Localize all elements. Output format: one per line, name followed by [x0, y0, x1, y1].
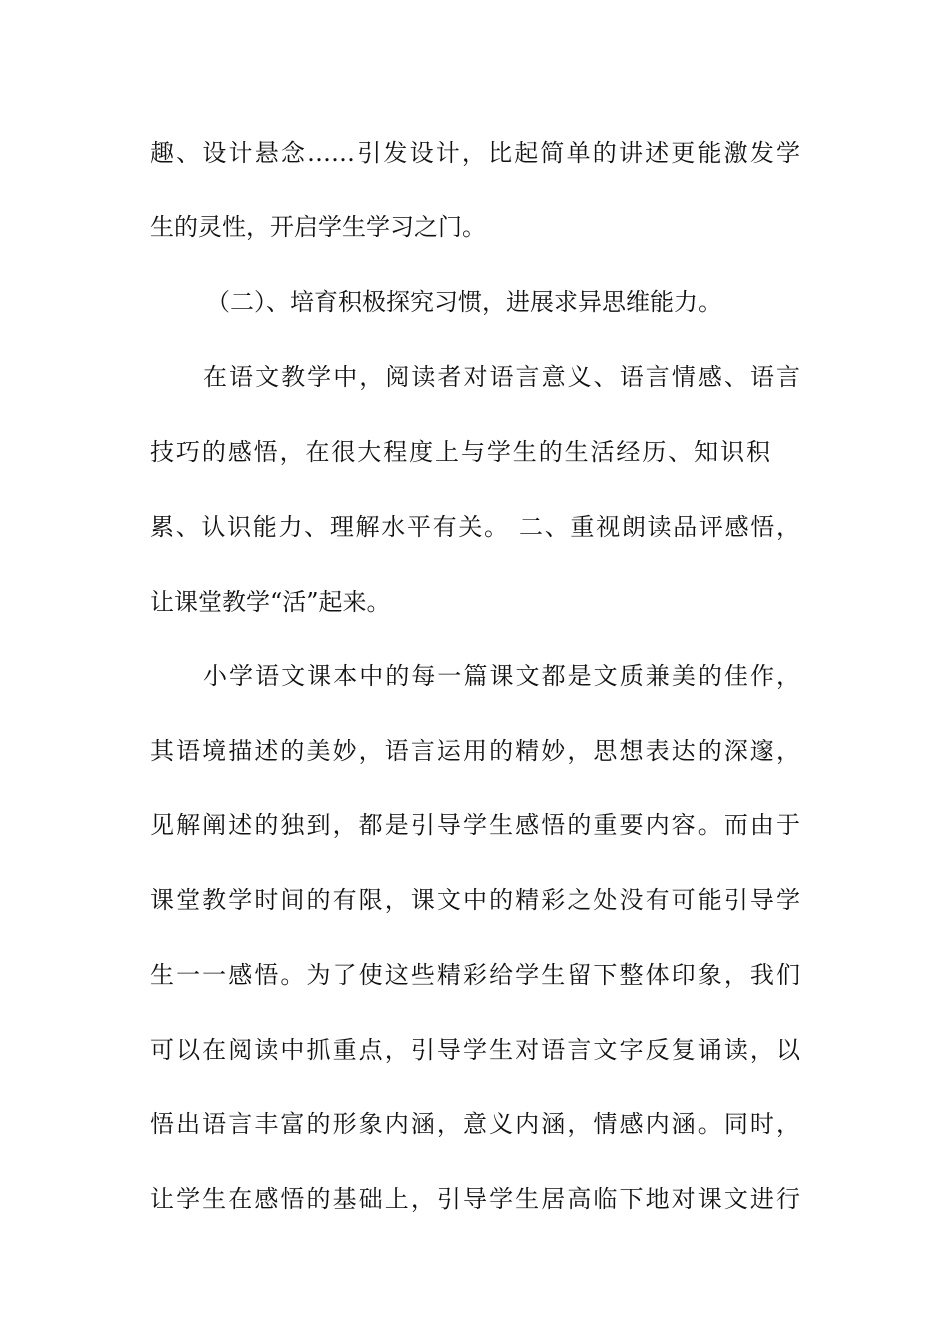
text-line: 在语文教学中，阅读者对语言意义、语言情感、语言 [203, 363, 800, 391]
text-line: 让课堂教学“活”起来。 [150, 588, 391, 616]
text-line: 生的灵性，开启学生学习之门。 [150, 213, 486, 241]
text-line: 累、认识能力、理解水平有关。 二、重视朗读品评感悟， [150, 513, 800, 541]
text-line: 小学语文课本中的每一篇课文都是文质兼美的佳作， [203, 662, 800, 690]
text-line: 其语境描述的美妙，语言运用的精妙，思想表达的深邃， [150, 737, 800, 765]
text-line: 技巧的感悟，在很大程度上与学生的生活经历、知识积 [150, 438, 770, 466]
section-heading: （二）、培育积极探究习惯，进展求异思维能力。 [206, 288, 722, 316]
text-line: 悟出语言丰富的形象内涵，意义内涵，情感内涵。同时， [150, 1110, 800, 1138]
text-line: 让学生在感悟的基础上，引导学生居高临下地对课文进行 [150, 1185, 800, 1213]
text-line: 课堂教学时间的有限，课文中的精彩之处没有可能引导学 [150, 886, 800, 914]
text-line: 见解阐述的独到，都是引导学生感悟的重要内容。而由于 [150, 811, 800, 839]
text-line: 趣、设计悬念……引发设计，比起简单的讲述更能激发学 [150, 139, 800, 167]
text-line: 生一一感悟。为了使这些精彩给学生留下整体印象，我们 [150, 961, 800, 989]
text-line: 可以在阅读中抓重点，引导学生对语言文字反复诵读，以 [150, 1036, 800, 1064]
